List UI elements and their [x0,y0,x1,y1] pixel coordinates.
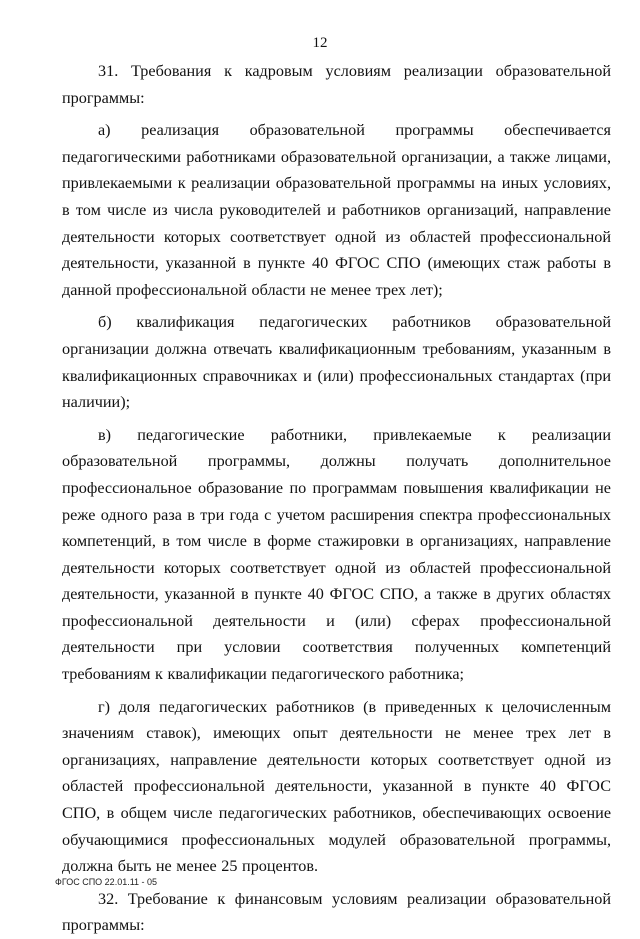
document-code-footer: ФГОС СПО 22.01.11 - 05 [55,877,158,887]
clause-31-item-a: а) реализация образовательной программы обеспечивается педагогическими работниками образовательной организации, а также лицами, привлекаемыми к реализации образовательной программы на иных условиях, в том числе из числа руководителей и работников организаций, направление деятельности которых соответствует одной из областей профессиональной деятельности, указанной в пункте 40 ФГОС СПО (имеющих стаж работы в данной профессиональной области не менее трех лет); [62,121,611,299]
clause-31-item-v: в) педагогические работники, привлекаемые к реализации образовательной программы, должны получать дополнительное профессиональное образование по программам повышения квалификации не реже одного раза в три года с учетом расширения спектра профессиональных компетенций, в том числе в форме стажировки в организациях, направление деятельности которых соответствует одной из областей профессиональной деятельности, указанной в пункте 40 ФГОС СПО, а также в других областях профессиональной деятельности и (или) сферах профессиональной деятельности при условии соответствия полученных компетенций требованиям к квалификации педагогического работника; [62,425,611,684]
page-number: 12 [312,35,328,51]
clause-31-heading: 31. Требования к кадровым условиям реализации образовательной программы: [62,62,611,107]
clause-31-item-g: г) доля педагогических работников (в приведенных к целочисленным значениям ставок), имеющих опыт деятельности не менее трех лет в организациях, направление деятельности которых соответствует одной из областей профессиональной деятельности, указанной в пункте 40 ФГОС СПО, в общем числе педагогических работников, обеспечивающих освоение обучающимися профессиональных модулей образовательной программы, должна быть не менее 25 процентов. [62,697,611,876]
clause-32-heading: 32. Требование к финансовым условиям реализации образовательной программы: [62,889,611,935]
clause-31-item-b: б) квалификация педагогических работников образовательной организации должна отвечать квалификационным требованиям, указанным в квалификационных справочниках и (или) профессиональных стандартах (при наличии); [62,313,611,412]
document-body [62,58,611,939]
